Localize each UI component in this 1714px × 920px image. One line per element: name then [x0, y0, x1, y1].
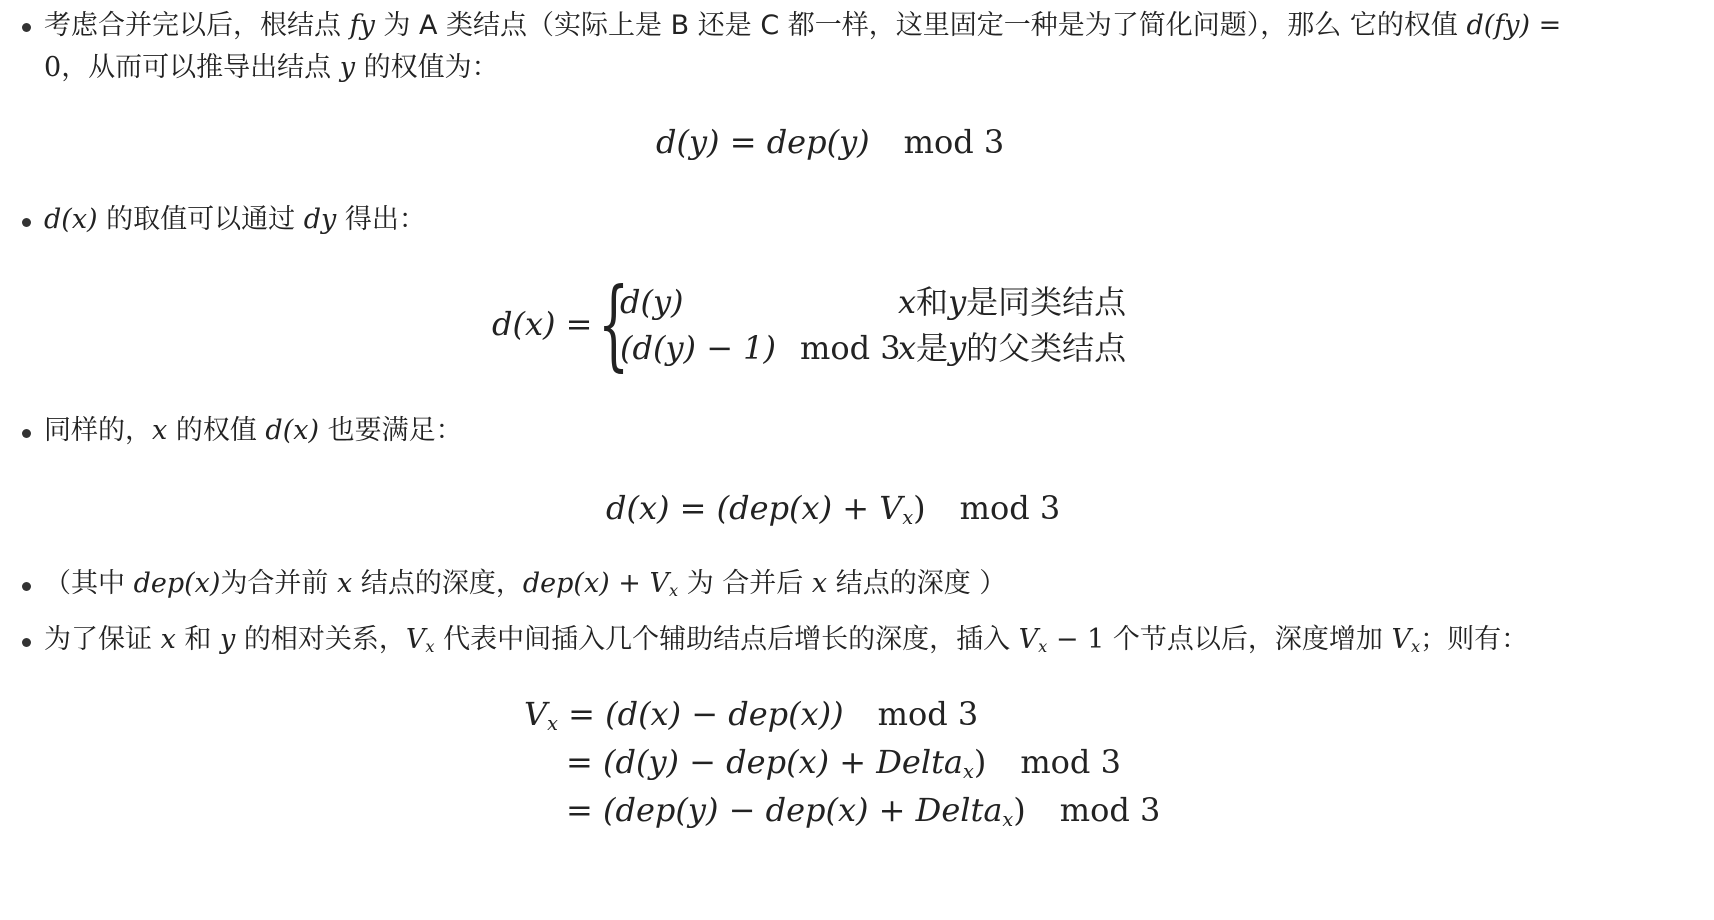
formula-dx-case1: d(y)	[620, 283, 684, 321]
formula-dx-dep: $d(x) = (dep(x) + V_x)$ mod 3	[606, 489, 1061, 529]
bullet-dot	[22, 638, 31, 647]
bullet5-line: 为了保证 x 和 y 的相对关系，$V_x$ 代表中间插入几个辅助结点后增长的深度，插入 $V_x - 1$ 个节点以后，深度增加 $V_x$；则有：	[44, 624, 1529, 657]
bullet1-text: 为 A 类结点（实际上是 B 还是 C 都一样，这里固定一种是为了简化问题），那么 它的权值	[374, 10, 1467, 41]
formula-dx-cases-lhs: d(x) =	[492, 305, 593, 343]
bullet2-line	[44, 200, 426, 240]
formula-lhs: d(y) = dep(y)	[656, 123, 870, 161]
bullet1-line1	[44, 6, 1561, 46]
bullet2-text: 的取值可以通过	[97, 204, 304, 235]
bullet2-text: 得出：	[336, 204, 426, 235]
var-fy: fy	[349, 10, 375, 41]
formula-vx-row2: = (d(y) − dep(x) + Delta$_x$) mod 3	[566, 743, 1121, 783]
math-d-fy: d(fy) =	[1466, 10, 1562, 41]
math-zero: 0	[44, 52, 62, 83]
formula-mod: mod 3	[903, 123, 1005, 161]
bullet3-line: 同样的，x 的权值 d(x) 也要满足：	[44, 415, 463, 446]
formula-dx-case2-cond: x是y的父类结点	[898, 329, 1127, 367]
math-dy: dy	[303, 204, 337, 235]
formula-dx-case1-cond: x和y是同类结点	[898, 283, 1127, 321]
bullet-dot	[22, 582, 31, 591]
bullet4-line: （其中 dep(x)为合并前 x 结点的深度，$dep(x) + V_x$ 为 合并后 x 结点的深度 ）	[44, 568, 1007, 601]
var-y: y	[339, 52, 356, 83]
bullet1-text: 的权值为：	[355, 52, 499, 83]
bullet-dot	[22, 218, 31, 227]
bullet1-text: 考虑合并完以后，根结点	[44, 10, 350, 41]
formula-dy	[656, 120, 1004, 164]
bullet-dot	[22, 23, 31, 32]
bullet-dot	[22, 429, 31, 438]
cases-brace: {	[598, 268, 630, 382]
formula-dx-case2: (d(y) − 1) mod 3	[620, 329, 901, 367]
formula-vx-row1: $V_x = (d(x) - dep(x))$ mod 3	[524, 695, 979, 735]
math-d-x: d(x)	[44, 204, 98, 235]
bullet1-line2	[44, 48, 499, 88]
bullet1-text: ，从而可以推导出结点	[61, 52, 340, 83]
formula-vx-row3: = (dep(y) − dep(x) + Delta$_x$) mod 3	[566, 791, 1161, 831]
